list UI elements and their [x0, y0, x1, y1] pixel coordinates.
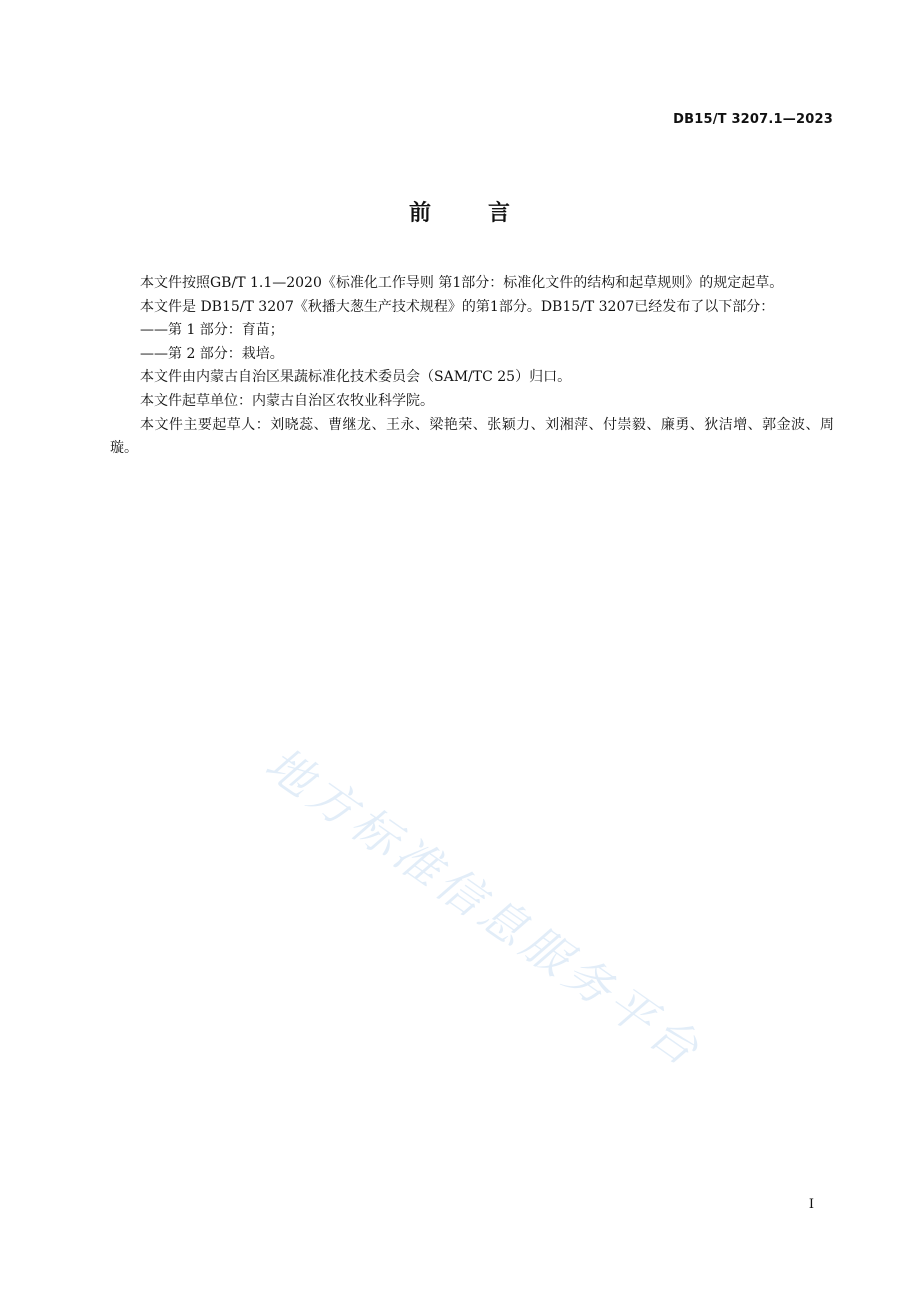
list-item-part-2: ——第 2 部分：栽培。 — [140, 345, 284, 362]
paragraph-document-part: 本文件是 DB15/T 3207《秋播大葱生产技术规程》的第1部分。DB15/T 3207已经发布了以下部分： — [140, 298, 775, 315]
paragraph-committee: 本文件由内蒙古自治区果蔬标准化技术委员会（SAM/TC 25）归口。 — [140, 369, 572, 386]
paragraph-drafters: 本文件主要起草人：刘晓蕊、曹继龙、王永、梁艳荣、张颖力、刘湘萍、付崇毅、廉勇、狄洁增、郭金波、周璇。 — [110, 416, 834, 457]
title-char-1: 前 — [408, 201, 432, 226]
standard-code: DB15/T 3207.1—2023 — [673, 112, 833, 127]
preface-body — [110, 272, 834, 461]
paragraph-drafting-unit: 本文件起草单位：内蒙古自治区农牧业科学院。 — [140, 392, 434, 409]
list-item-part-1: ——第 1 部分：育苗； — [140, 322, 284, 339]
page-title — [0, 196, 920, 227]
paragraph-drafting-basis: 本文件按照GB/T 1.1—2020《标准化工作导则 第1部分：标准化文件的结构和起草规则》的规定起草。 — [140, 275, 784, 291]
page-number: I — [808, 1197, 814, 1212]
title-char-2: 言 — [488, 201, 512, 226]
watermark: 地方标准信息服务平台 — [255, 736, 713, 1079]
